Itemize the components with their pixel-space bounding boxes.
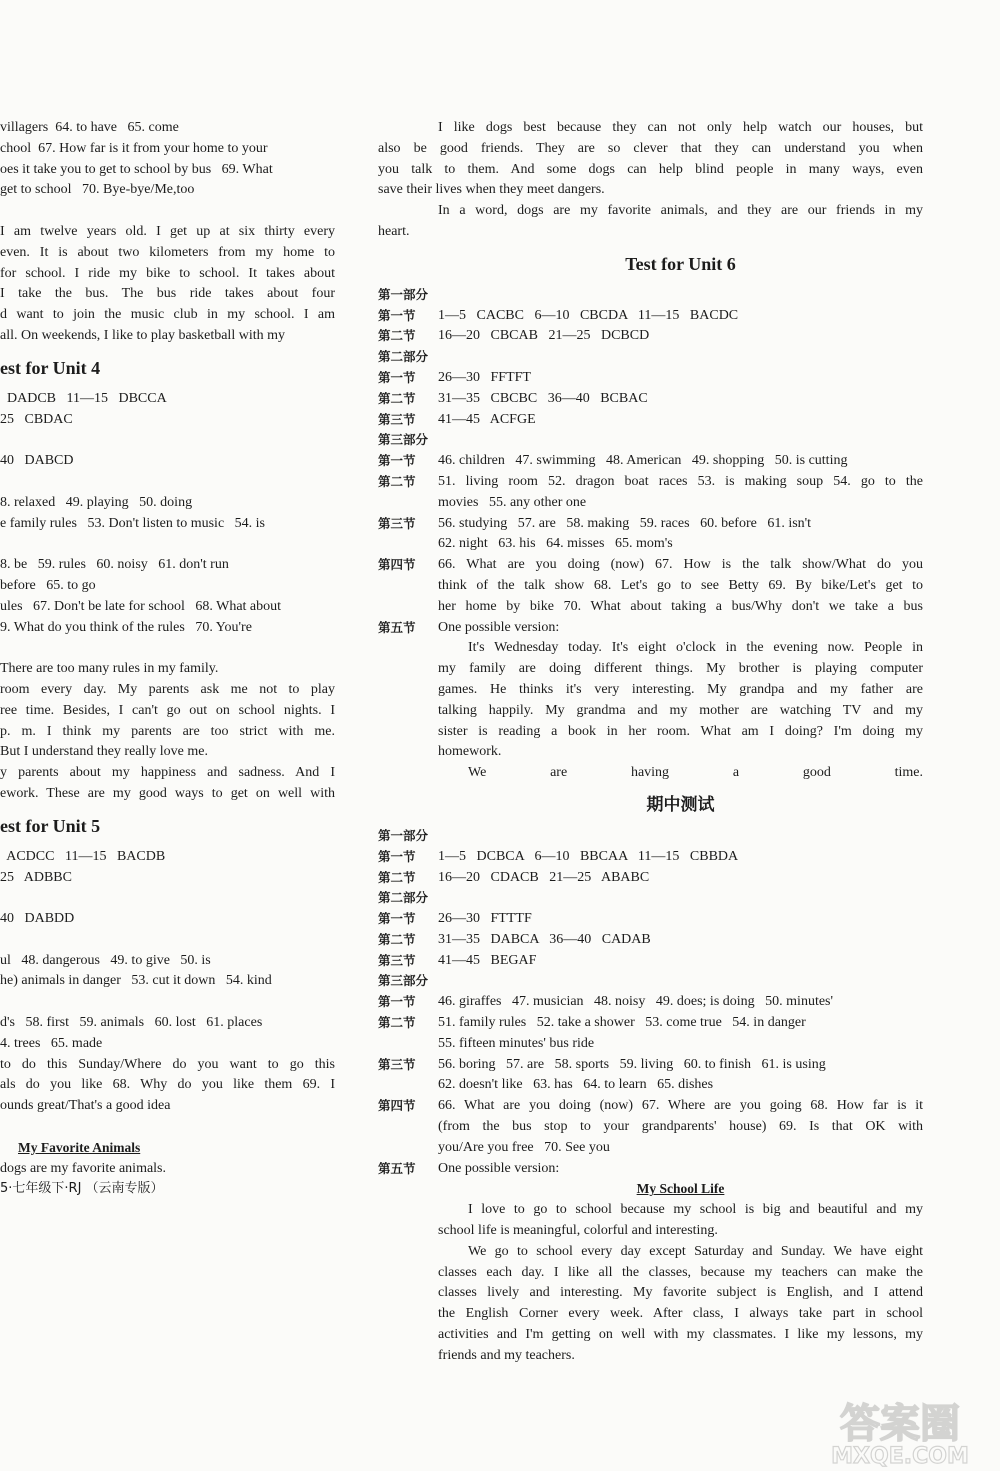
text-line: e family rules 53. Don't listen to music 54. is <box>0 515 265 531</box>
section-label: 第二节 <box>378 1015 416 1031</box>
answer-continuation: talking happily. My grandma and my mother are watching TV and my <box>438 702 923 718</box>
answer-continuation: 62. night 63. his 64. misses 65. mom's <box>438 536 673 552</box>
text-line: p. m. I think my parents are too strict with me. <box>0 723 335 739</box>
section-heading: est for Unit 5 <box>0 815 101 836</box>
answer-continuation: friends and my teachers. <box>438 1347 575 1363</box>
part-label: 第三部分 <box>378 432 429 448</box>
answer-text: 46. children 47. swimming 48. American 49. shopping 50. is cutting <box>438 453 848 469</box>
spacer <box>0 638 335 659</box>
text-line: 40 DABDD <box>0 911 75 927</box>
answer-continuation: classes each day. I like all the classes, because my teachers can make the <box>438 1264 923 1280</box>
text-line: also be good friends. They are so clever that they can understand you when <box>378 140 923 156</box>
answer-continuation: homework. <box>438 744 502 760</box>
answer-row <box>378 326 923 347</box>
section-label: 第二节 <box>378 328 416 344</box>
text-line: for school. I ride my bike to school. It takes about <box>0 265 335 281</box>
text-line: ules 67. Don't be late for school 68. What about <box>0 598 282 614</box>
spacer <box>0 201 335 222</box>
paragraph-start: We are having a good time. <box>468 765 923 781</box>
paragraph-start: We go to school every day except Saturday and Sunday. We have eight <box>468 1243 923 1259</box>
part-label: 第二部分 <box>378 890 429 906</box>
section-label: 第一节 <box>378 994 416 1010</box>
answer-continuation: sister is reading a book in her room. What am I doing? I'm doing my <box>438 723 923 739</box>
text-line: you talk to them. And some dogs can help blind people in many ways, even <box>378 161 923 177</box>
answer-text: 56. studying 57. are 58. making 59. races 60. before 61. isn't <box>438 515 812 531</box>
text-line: room every day. My parents ask me not to play <box>0 681 335 697</box>
text-line: 4. trees 65. made <box>0 1035 103 1051</box>
answer-text: 66. What are you doing (now) 67. How is the talk show/What do you <box>438 557 923 573</box>
text-line: dogs are my favorite animals. <box>0 1160 167 1176</box>
text-line: 40 DABCD <box>0 453 74 469</box>
text-line: before 65. to go <box>0 577 96 593</box>
section-label: 第二节 <box>378 869 416 885</box>
answer-text: One possible version: <box>438 1160 560 1176</box>
answer-row <box>378 389 923 410</box>
section-label: 第五节 <box>378 619 416 635</box>
answer-text: 66. What are you doing (now) 67. Where are you going 68. How far is it <box>438 1098 923 1114</box>
text-line: DADCB 11—15 DBCCA <box>0 390 167 406</box>
text-line: to do this Sunday/Where do you want to go this <box>0 1056 335 1072</box>
answer-row <box>378 1096 923 1117</box>
text-line: get to school 70. Bye-bye/Me,too <box>0 182 195 198</box>
watermark-text-top: 答案圈 <box>840 1401 960 1447</box>
answer-text: 51. family rules 52. take a shower 53. come true 54. in danger <box>438 1015 806 1031</box>
text-line: villagers 64. to have 65. come <box>0 120 179 135</box>
left-column <box>0 118 335 1200</box>
text-line: y parents about my happiness and sadness. And I <box>0 765 335 781</box>
section-label: 第三节 <box>378 952 416 968</box>
answer-continuation: games. He thinks it's very interesting. My grandpa and my father are <box>438 681 923 697</box>
text-line: heart. <box>378 223 410 239</box>
answer-text: 1—5 CACBC 6—10 CBCDA 11—15 BACDC <box>438 307 739 323</box>
text-line: he) animals in danger 53. cut it down 54. kind <box>0 973 272 989</box>
part-label: 第一部分 <box>378 286 429 302</box>
section-label: 第三节 <box>378 515 416 531</box>
text-line: 8. be 59. rules 60. noisy 61. don't run <box>0 557 229 573</box>
text-line: als do you like 68. Why do you like them 69. I <box>0 1077 335 1093</box>
text-line: But I understand they really love me. <box>0 744 208 760</box>
answer-text: One possible version: <box>438 619 560 635</box>
section-label: 第四节 <box>378 557 416 573</box>
paragraph-start: I love to go to school because my school is big and beautiful and my <box>468 1202 923 1218</box>
text-line: There are too many rules in my family. <box>0 661 219 677</box>
section-label: 第三节 <box>378 1056 416 1072</box>
section-label: 第一节 <box>378 369 416 385</box>
answer-row <box>378 1013 923 1034</box>
section-label: 第一节 <box>378 453 416 469</box>
spacer <box>0 888 335 909</box>
part-label: 第一部分 <box>378 827 429 843</box>
part-label: 第二部分 <box>378 349 429 365</box>
answer-row <box>378 847 923 868</box>
section-label: 第一节 <box>378 307 416 323</box>
answer-continuation: school life is meaningful, colorful and interesting. <box>438 1223 718 1239</box>
answer-row <box>378 410 923 431</box>
text-line: ree time. Besides, I can't go out on school nights. I <box>0 702 335 718</box>
answer-text: 26—30 FFTFT <box>438 369 531 385</box>
answer-text: 41—45 ACFGE <box>438 411 536 427</box>
answer-text: 31—35 DABCA 36—40 CADAB <box>438 931 651 947</box>
text-line: 25 CBDAC <box>0 411 73 427</box>
answer-text: 26—30 FTTTF <box>438 911 532 927</box>
answer-text: 31—35 CBCBC 36—40 BCBAC <box>438 390 648 406</box>
answer-continuation: 55. fifteen minutes' bus ride <box>438 1035 595 1051</box>
answer-row <box>378 1159 923 1180</box>
text-line: 8. relaxed 49. playing 50. doing <box>0 494 193 510</box>
answer-row <box>378 472 923 493</box>
answer-row <box>378 909 923 930</box>
answer-row <box>378 951 923 972</box>
section-label: 第二节 <box>378 473 416 489</box>
answer-row <box>378 868 923 889</box>
text-line: oes it take you to get to school by bus 69. What <box>0 161 273 177</box>
answer-continuation: (from the bus stop to your grandparents' house) 69. Is that OK with <box>438 1119 923 1135</box>
spacer <box>0 1117 335 1138</box>
text-line: even. It is about two kilometers from my home to <box>0 244 335 260</box>
essay-title: My School Life <box>636 1181 725 1197</box>
text-line: save their lives when they meet dangers. <box>378 182 605 198</box>
spacer <box>0 430 335 451</box>
text-line: all. On weekends, I like to play basketball with my <box>0 327 285 343</box>
paragraph-start: I like dogs best because they can not only help watch our houses, but <box>438 120 923 135</box>
text-line: d want to join the music club in my school. I am <box>0 307 335 323</box>
text-line: d's 58. first 59. animals 60. lost 61. places <box>0 1015 263 1031</box>
answer-row <box>378 992 923 1013</box>
essay-title: My Favorite Animals <box>18 1139 141 1155</box>
answer-text: 46. giraffes 47. musician 48. noisy 49. does; is doing 50. minutes' <box>438 994 834 1010</box>
spacer <box>0 534 335 555</box>
watermark-text-bottom: MXQE.COM <box>831 1444 969 1467</box>
page-footer: 5·七年级下·RJ （云南专版） <box>0 1181 164 1197</box>
paragraph-start: It's Wednesday today. It's eight o'clock in the evening now. People in <box>468 640 923 656</box>
section-heading: est for Unit 4 <box>0 357 101 378</box>
answer-continuation: you/Are you free 70. See you <box>438 1139 610 1155</box>
answer-text: 1—5 DCBCA 6—10 BBCAA 11—15 CBBDA <box>438 848 739 864</box>
section-label: 第二节 <box>378 931 416 947</box>
right-column <box>378 118 923 1367</box>
answer-text: 56. boring 57. are 58. sports 59. living 60. to finish 61. is using <box>438 1056 826 1072</box>
answer-row <box>378 514 923 535</box>
text-line: ounds great/That's a good idea <box>0 1098 171 1114</box>
spacer <box>0 992 335 1013</box>
section-label: 第一节 <box>378 911 416 927</box>
text-line: I am twelve years old. I get up at six thirty every <box>0 223 335 239</box>
section-label: 第四节 <box>378 1098 416 1114</box>
answer-row <box>378 1055 923 1076</box>
answer-continuation: the English Corner every week. After class, I always take part in school <box>438 1306 923 1322</box>
answer-continuation: think of the talk show 68. Let's go to see Betty 69. By bike/Let's get to <box>438 577 923 593</box>
answer-continuation: my family are doing different things. My brother is playing computer <box>438 661 923 677</box>
section-heading: 期中测试 <box>646 794 715 814</box>
section-label: 第五节 <box>378 1160 416 1176</box>
section-heading: Test for Unit 6 <box>625 253 736 274</box>
answer-row <box>378 368 923 389</box>
text-line: ul 48. dangerous 49. to give 50. is <box>0 952 211 968</box>
part-label: 第三部分 <box>378 973 429 989</box>
watermark-logo <box>805 1395 995 1467</box>
answer-text: 16—20 CBCAB 21—25 DCBCD <box>438 328 650 344</box>
text-line: ACDCC 11—15 BACDB <box>0 848 166 864</box>
section-label: 第三节 <box>378 411 416 427</box>
answer-continuation: activities and I'm getting on well with my classmates. I like my lessons, my <box>438 1327 923 1343</box>
text-line: I take the bus. The bus ride takes about four <box>0 286 335 302</box>
answer-text: 41—45 BEGAF <box>438 952 537 968</box>
answer-continuation: 62. doesn't like 63. has 64. to learn 65. dishes <box>438 1077 714 1093</box>
spacer <box>0 472 335 493</box>
answer-text: 51. living room 52. dragon boat races 53. is making soup 54. go to the <box>438 473 923 489</box>
answer-row <box>378 618 923 639</box>
answer-row <box>378 930 923 951</box>
text-line: 9. What do you think of the rules 70. You're <box>0 619 252 635</box>
answer-row <box>378 451 923 472</box>
spacer <box>0 930 335 951</box>
answer-continuation: movies 55. any other one <box>438 494 587 510</box>
answer-continuation: her home by bike 70. What about taking a bus/Why don't we take a bus <box>438 598 923 614</box>
answer-continuation: classes lively and interesting. My favorite subject is English, and I attend <box>438 1285 923 1301</box>
text-line: ework. These are my good ways to get on well with <box>0 785 335 801</box>
text-line: 25 ADBBC <box>0 869 72 885</box>
answer-row <box>378 306 923 327</box>
answer-text: 16—20 CDACB 21—25 ABABC <box>438 869 650 885</box>
answer-row <box>378 555 923 576</box>
section-label: 第一节 <box>378 848 416 864</box>
section-label: 第二节 <box>378 390 416 406</box>
text-line: chool 67. How far is it from your home to your <box>0 140 268 156</box>
paragraph-start: In a word, dogs are my favorite animals, and they are our friends in my <box>438 203 923 219</box>
